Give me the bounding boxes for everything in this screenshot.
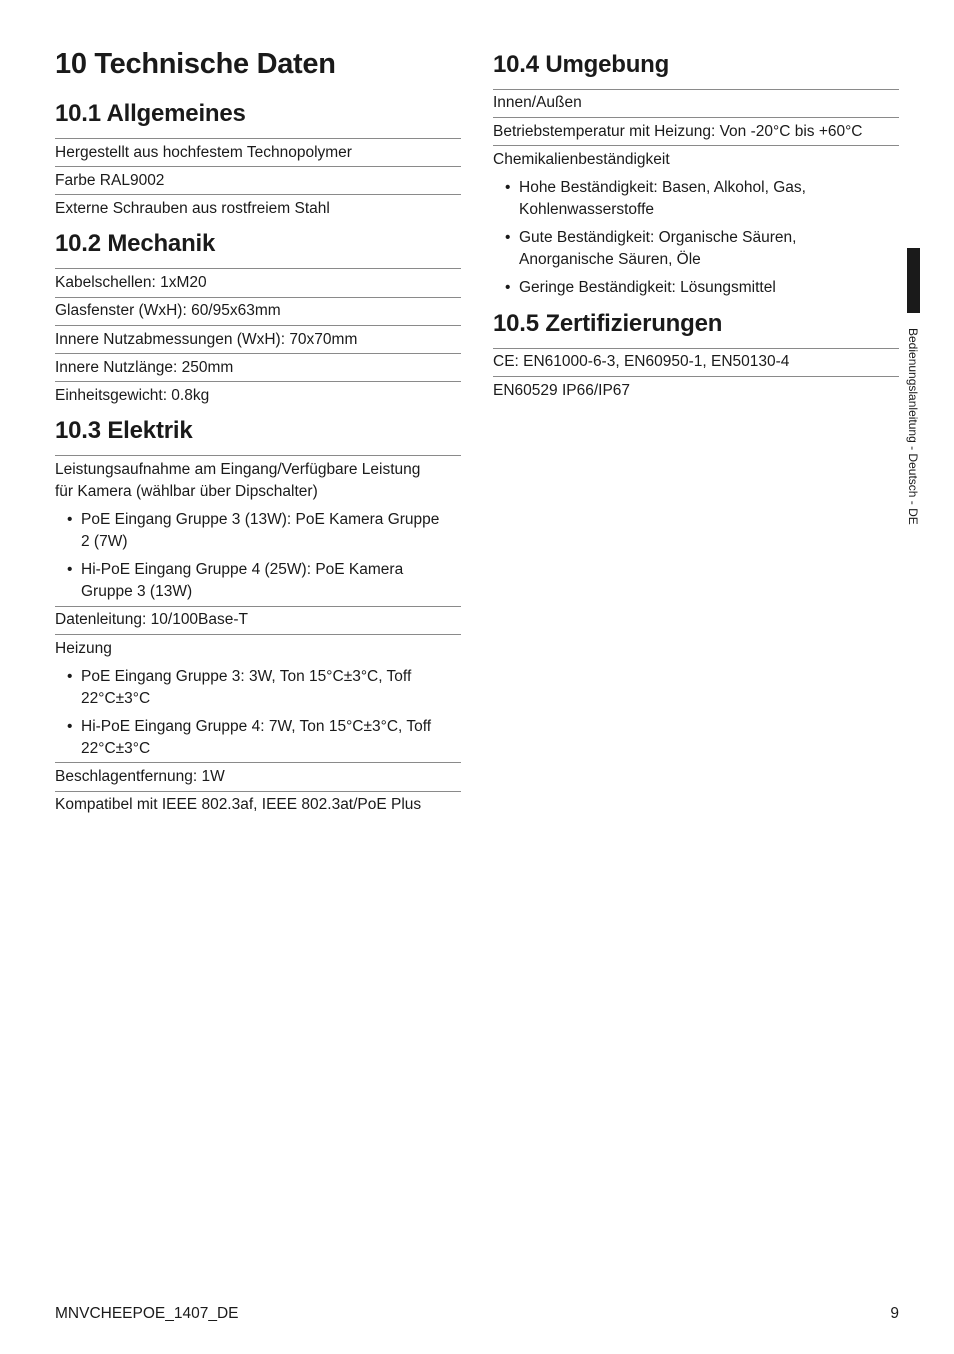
bullet-text: Hi-PoE Eingang Gruppe 4: 7W, Ton 15°C±3°C, Toff xyxy=(81,718,432,735)
spec-row: Betriebstemperatur mit Heizung: Von -20°C bis +60°C xyxy=(493,123,863,140)
bullet-text: Hohe Beständigkeit: Basen, Alkohol, Gas, xyxy=(519,179,806,196)
spec-row: Leistungsaufnahme am Eingang/Verfügbare Leistung xyxy=(55,461,421,478)
bullet-icon: • xyxy=(67,668,73,685)
side-language-label: Bedienungslanleitung - Deutsch - DE xyxy=(906,328,920,525)
divider xyxy=(55,762,461,763)
bullet-icon: • xyxy=(67,718,73,735)
spec-row: Kabelschellen: 1xM20 xyxy=(55,274,207,291)
divider xyxy=(55,791,461,792)
divider xyxy=(493,348,899,349)
bullet-text: Hi-PoE Eingang Gruppe 4 (25W): PoE Kamera xyxy=(81,561,404,578)
divider xyxy=(55,166,461,167)
spec-row-continued: für Kamera (wählbar über Dipschalter) xyxy=(55,483,318,500)
bullet-text: PoE Eingang Gruppe 3 (13W): PoE Kamera Gruppe xyxy=(81,511,440,528)
chapter-tab-marker xyxy=(907,248,920,313)
divider xyxy=(55,634,461,635)
bullet-text-continued: 22°C±3°C xyxy=(81,690,151,707)
section-heading-umgebung: 10.4 Umgebung xyxy=(493,51,670,78)
section-heading-mechanik: 10.2 Mechanik xyxy=(55,230,216,257)
spec-row: Heizung xyxy=(55,640,112,657)
spec-row: Kompatibel mit IEEE 802.3af, IEEE 802.3at/PoE Plus xyxy=(55,796,422,813)
divider xyxy=(55,325,461,326)
spec-row: CE: EN61000-6-3, EN60950-1, EN50130-4 xyxy=(493,353,790,370)
spec-row: Innere Nutzabmessungen (WxH): 70x70mm xyxy=(55,331,358,348)
bullet-icon: • xyxy=(505,229,511,246)
spec-row: Hergestellt aus hochfestem Technopolymer xyxy=(55,144,352,161)
divider xyxy=(55,606,461,607)
bullet-text: PoE Eingang Gruppe 3: 3W, Ton 15°C±3°C, Toff xyxy=(81,668,412,685)
section-heading-elektrik: 10.3 Elektrik xyxy=(55,417,193,444)
divider xyxy=(55,381,461,382)
divider xyxy=(55,297,461,298)
spec-row: Datenleitung: 10/100Base-T xyxy=(55,611,249,628)
bullet-icon: • xyxy=(67,511,73,528)
bullet-text-continued: Anorganische Säuren, Öle xyxy=(519,251,701,268)
bullet-text-continued: Gruppe 3 (13W) xyxy=(81,583,193,600)
spec-row: EN60529 IP66/IP67 xyxy=(493,382,631,399)
section-heading-zertifizierungen: 10.5 Zertifizierungen xyxy=(493,310,723,337)
footer-page-number: 9 xyxy=(890,1305,899,1322)
spec-row: Innen/Außen xyxy=(493,94,582,111)
bullet-icon: • xyxy=(505,279,511,296)
spec-row: Farbe RAL9002 xyxy=(55,172,165,189)
bullet-icon: • xyxy=(67,561,73,578)
spec-row: Einheitsgewicht: 0.8kg xyxy=(55,387,210,404)
divider xyxy=(55,194,461,195)
spec-row: Chemikalienbeständigkeit xyxy=(493,151,670,168)
divider xyxy=(493,117,899,118)
divider xyxy=(55,455,461,456)
bullet-text-continued: 22°C±3°C xyxy=(81,740,151,757)
spec-row: Glasfenster (WxH): 60/95x63mm xyxy=(55,302,281,319)
bullet-text: Gute Beständigkeit: Organische Säuren, xyxy=(519,229,797,246)
divider xyxy=(493,89,899,90)
footer-document-code: MNVCHEEPOE_1407_DE xyxy=(55,1305,239,1322)
divider xyxy=(493,376,899,377)
spec-row: Innere Nutzlänge: 250mm xyxy=(55,359,234,376)
spec-row: Externe Schrauben aus rostfreiem Stahl xyxy=(55,200,330,217)
bullet-text: Geringe Beständigkeit: Lösungsmittel xyxy=(519,279,776,296)
page-title: 10 Technische Daten xyxy=(55,48,336,80)
bullet-text-continued: Kohlenwasserstoffe xyxy=(519,201,654,218)
spec-row: Beschlagentfernung: 1W xyxy=(55,768,225,785)
divider xyxy=(55,268,461,269)
divider xyxy=(55,138,461,139)
divider xyxy=(493,145,899,146)
section-heading-allgemeines: 10.1 Allgemeines xyxy=(55,100,246,127)
bullet-text-continued: 2 (7W) xyxy=(81,533,128,550)
bullet-icon: • xyxy=(505,179,511,196)
divider xyxy=(55,353,461,354)
